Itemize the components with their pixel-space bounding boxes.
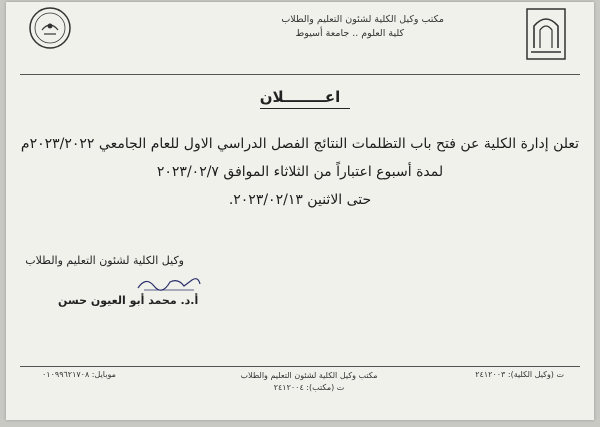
faculty-logo-icon (28, 6, 72, 50)
notice-line-3: حتى الاثنين ٢٠٢٣/٠٢/١٣. (228, 192, 372, 208)
footer-dean-phone: ت (وكيل الكلية): ٢٤١٢٠٠٣ (475, 370, 564, 379)
signatory-title: وكيل الكلية لشئون التعليم والطلاب (25, 254, 184, 267)
notice-line-2: لمدة أسبوع اعتباراً من الثلاثاء الموافق ٢٠٢٣/٠٢/٧ (156, 164, 444, 180)
notice-line-1: تعلن إدارة الكلية عن فتح باب التظلمات النتائج الفصل الدراسي الاول للعام الجامعي ٢٠٢٣/٢٠٢٢م (20, 136, 580, 152)
faculty-line: كلية العلوم .. جامعة أسيوط (295, 28, 404, 39)
document-page (6, 2, 594, 420)
footer-mobile: موبايل: ٠١٠٩٩٦٢١٧٠٨ (42, 370, 116, 379)
notice-title: اعــــــــلان (259, 88, 341, 106)
notice-body (6, 130, 594, 214)
office-line: مكتب وكيل الكلية لشئون التعليم والطلاب (281, 14, 444, 25)
university-logo-icon (526, 8, 566, 60)
footer-office-line: مكتب وكيل الكلية لشئون التعليم والطلاب (240, 371, 378, 380)
title-underline (260, 108, 350, 109)
footer-office (234, 370, 384, 394)
footer-divider (20, 366, 580, 367)
signatory-name: أ.د. محمد أبو العيون حسن (58, 294, 199, 307)
footer-office-phone: ت (مكتب): ٢٤١٢٠٠٤ (273, 383, 345, 392)
letterhead (281, 14, 444, 39)
handwritten-signature (134, 272, 204, 294)
signatory-block (25, 254, 184, 267)
header-divider (20, 74, 580, 75)
